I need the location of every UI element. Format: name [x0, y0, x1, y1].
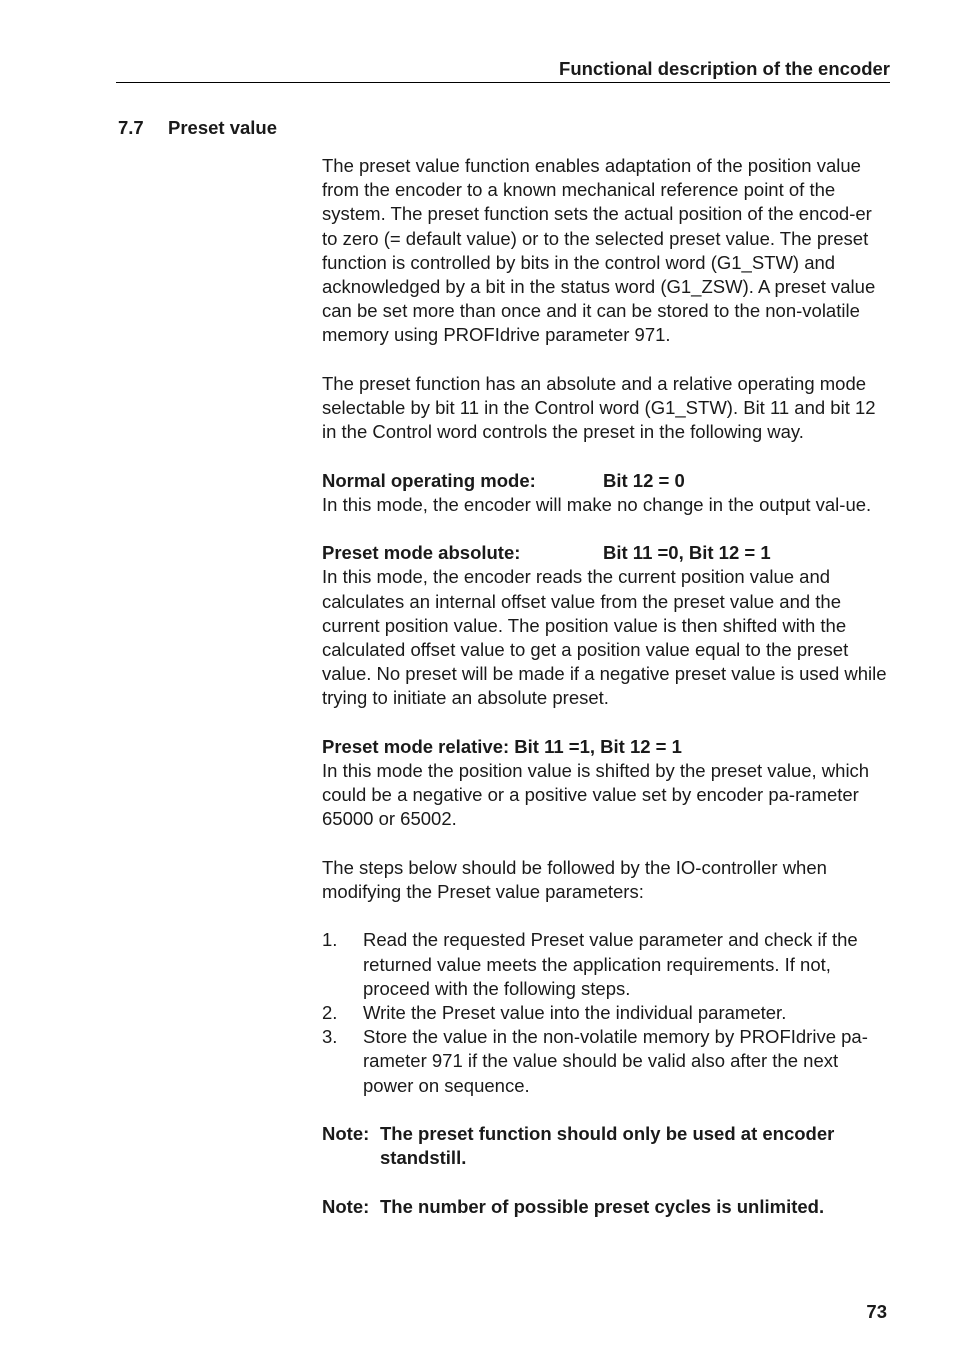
step-text: Read the requested Preset value parameter and check if the returned value meets the application requirements. If not, proceed with the following steps. [363, 929, 858, 999]
step-text: Write the Preset value into the individual parameter. [363, 1002, 787, 1024]
section-title: Preset value [168, 117, 278, 138]
mode-bits: Bit 11 =0, Bit 12 = 1 [603, 542, 771, 564]
mode-label: Preset mode absolute: [322, 542, 521, 564]
page-number: 73 [866, 1301, 887, 1322]
mode-bits: Bit 12 = 0 [603, 469, 685, 491]
mode-relative [322, 735, 888, 832]
mode-description: In this mode, the encoder reads the current position value and calculates an internal offset value from the preset value and the current position value. The position value is then shifted with the calculated offset value to get a position value equal to the preset value. No preset will be made if a negative preset value is used while trying to initiate an absolute preset. [322, 566, 887, 709]
note-cycles [322, 1195, 888, 1219]
main-content [322, 154, 888, 1243]
list-item [322, 1025, 888, 1098]
mode-absolute [322, 541, 888, 710]
mode-heading [322, 469, 888, 493]
list-item [322, 928, 888, 1001]
note-label: Note: [322, 1195, 370, 1217]
note-text: The preset function should only be used at encoder standstill. [380, 1123, 835, 1169]
list-item [322, 1001, 888, 1025]
note-text: The number of possible preset cycles is unlimited. [380, 1195, 825, 1217]
section-heading [118, 117, 277, 139]
step-number: 3. [322, 1026, 338, 1048]
steps-list [322, 928, 888, 1097]
mode-description: In this mode the position value is shifted by the preset value, which could be a negative or a positive value set by encoder pa-rameter 65000 or 65002. [322, 760, 870, 830]
modes-paragraph: The preset function has an absolute and a relative operating mode selectable by bit 11 in the Control word (G1_STW). Bit 11 and bit 12 in the Control word controls the preset in the following way. [322, 372, 876, 443]
note-label: Note: [322, 1123, 370, 1145]
note-standstill [322, 1122, 888, 1170]
section-number: 7.7 [118, 117, 144, 138]
mode-normal [322, 469, 888, 517]
header-title: Functional description of the encoder [559, 58, 890, 79]
mode-heading [322, 735, 888, 759]
mode-heading [322, 541, 888, 565]
step-number: 1. [322, 929, 338, 951]
step-number: 2. [322, 1002, 338, 1024]
mode-label: Preset mode relative: [322, 735, 510, 757]
mode-bits: Bit 11 =1, Bit 12 = 1 [514, 735, 682, 757]
mode-label: Normal operating mode: [322, 469, 536, 491]
step-text: Store the value in the non-volatile memory by PROFIdrive pa-rameter 971 if the value should be valid also after the next power on sequence. [363, 1026, 868, 1096]
steps-intro: The steps below should be followed by the IO-controller when modifying the Preset value parameters: [322, 856, 827, 903]
mode-description: In this mode, the encoder will make no change in the output val-ue. [322, 493, 872, 515]
page-header [116, 58, 890, 83]
intro-paragraph: The preset value function enables adaptation of the position value from the encoder to a known mechanical reference point of the system. The preset function sets the actual position of the encod-er to zero (= default value) or to the selected preset value. The preset function is controlled by bits in the control word (G1_STW) and acknowledged by a bit in the status word (G1_ZSW). A preset value can be set more than once and it can be stored to the non-volatile memory using PROFIdrive parameter 971. [322, 155, 876, 346]
